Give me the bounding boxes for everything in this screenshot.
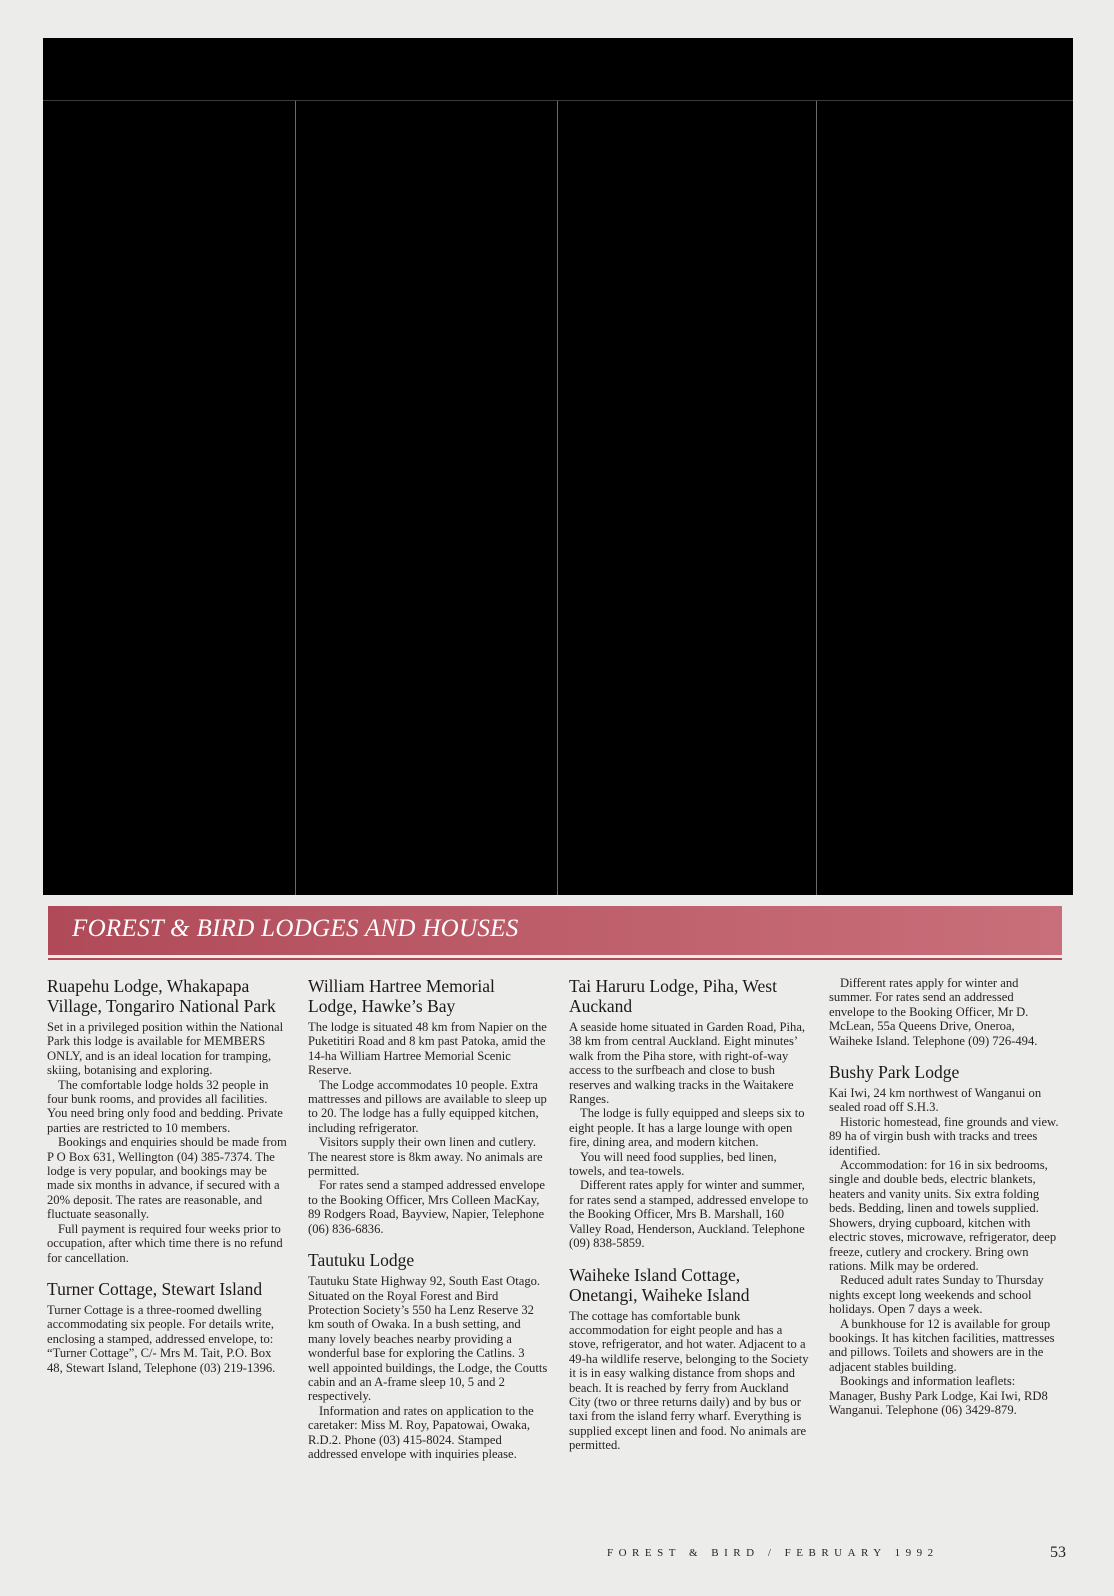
photo-area <box>43 38 1073 895</box>
lodge-entry-bushy-park <box>829 1062 1061 1417</box>
publication-footer: FOREST & BIRD / FEBRUARY 1992 <box>607 1547 939 1559</box>
lodge-title: Tai Haruru Lodge, Piha, West Auckand <box>569 976 777 1016</box>
lodge-paragraph: Set in a privileged position within the National Park this lodge is available for MEMBERS ONLY, and is an ideal location for tramping, skiing, botanising and exploring. <box>47 1020 284 1078</box>
lodge-paragraph: Visitors supply their own linen and cutlery. The nearest store is 8km away. No animals are permitted. <box>308 1135 543 1179</box>
text-column-2 <box>308 976 548 1475</box>
lodge-title: Turner Cottage, Stewart Island <box>47 1278 263 1299</box>
text-column-4 <box>829 976 1061 1431</box>
text-column-1 <box>47 976 287 1389</box>
photo-divider <box>295 101 296 895</box>
page-number: 53 <box>1050 1544 1066 1561</box>
lodge-entry-waiheke <box>569 1265 809 1453</box>
lodge-paragraph: Turner Cottage is a three-roomed dwelling accommodating six people. For details write, enclosing a stamped, addressed envelope, to: “Turner Cottage”, C/- Mrs M. Tait, P.O. Box 48, Stewart Island, Telephone (03) 219-1396. <box>47 1302 276 1375</box>
lodge-title: Tautuku Lodge <box>308 1250 415 1271</box>
lodge-title: Bushy Park Lodge <box>829 1062 960 1083</box>
lodge-paragraph: Bookings and information leaflets: Manager, Bushy Park Lodge, Kai Iwi, RD8 Wanganui. Telephone (06) 3429-879. <box>829 1374 1048 1417</box>
lodge-paragraph: Bookings and enquiries should be made from P O Box 631, Wellington (04) 385-7374. The lodge is very popular, and bookings may be made six months in advance, if secured with a 20% deposit. The rates are reasonable, and fluctuate seasonally. <box>47 1135 287 1222</box>
photo-top-rule <box>43 100 1073 101</box>
lodge-paragraph: Accommodation: for 16 in six bedrooms, single and double beds, electric blankets, heaters and vanity units. Six extra folding beds. Bedding, linen and towels supplied. Showers, drying cupboard, kitchen with electric stoves, microwave, refrigerator, deep freeze, cutlery and crockery. Bring own rations. Milk may be ordered. <box>829 1158 1057 1273</box>
lodge-title: Ruapehu Lodge, Whakapapa Village, Tongariro National Park <box>47 976 276 1016</box>
lodge-paragraph: The comfortable lodge holds 32 people in four bunk rooms, and provides all facilities. You need bring only food and bedding. Private parties are restricted to 10 members. <box>47 1077 283 1135</box>
section-title: FOREST & BIRD LODGES AND HOUSES <box>72 915 519 942</box>
lodge-paragraph: The lodge is fully equipped and sleeps six to eight people. It has a large lounge with open fire, dining area, and modern kitchen. <box>569 1106 805 1150</box>
lodge-title: William Hartree Memorial Lodge, Hawke’s Bay <box>308 976 495 1016</box>
lodge-paragraph: A seaside home situated in Garden Road, Piha, 38 km from central Auckland. Eight minutes’ walk from the Piha store, with right-of-way access to the surfbeach and close to bush reserves and walking tracks in the Waitakere Ranges. <box>569 1020 806 1107</box>
lodge-paragraph: Reduced adult rates Sunday to Thursday nights except long weekends and school holidays. Open 7 days a week. <box>829 1273 1044 1317</box>
lodge-entry-ruapehu <box>47 976 287 1265</box>
lodge-paragraph: Different rates apply for winter and summer. For rates send an addressed envelope to the Booking Officer, Mr D. McLean, 55a Queens Drive, Oneroa, Waiheke Island. Telephone (09) 726-494. <box>829 976 1038 1048</box>
lodge-paragraph: For rates send a stamped addressed envelope to the Booking Officer, Mrs Colleen MacKay, 89 Rodgers Road, Bayview, Napier, Telephone (06) 836-6836. <box>308 1178 545 1236</box>
lodge-title: Waiheke Island Cottage, Onetangi, Waiheke Island <box>569 1264 750 1305</box>
lodge-entry-waiheke-continued <box>829 976 1061 1048</box>
lodge-entry-tautuku <box>308 1250 548 1461</box>
lodge-entry-william-hartree <box>308 976 548 1236</box>
lodge-paragraph: A bunkhouse for 12 is available for group bookings. It has kitchen facilities, mattresses and pillows. Toilets and showers are in the adjacent stables building. <box>829 1316 1055 1374</box>
lodge-paragraph: Historic homestead, fine grounds and view. 89 ha of virgin bush with tracks and trees identified. <box>829 1114 1059 1158</box>
lodge-paragraph: The Lodge accommodates 10 people. Extra mattresses and pillows are available to sleep up to 20. The lodge has a fully equipped kitchen, including refrigerator. <box>308 1077 547 1135</box>
lodge-paragraph: You will need food supplies, bed linen, towels, and tea-towels. <box>569 1149 777 1179</box>
lodge-paragraph: Tautuku State Highway 92, South East Otago. Situated on the Royal Forest and Bird Protection Society’s 550 ha Lenz Reserve 32 km south of Owaka. In a bush setting, and many lovely beaches nearby providing a wonderful base for exploring the Catlins. 3 well appointed buildings, the Lodge, the Coutts cabin and an A-frame sleep 10, 5 and 2 respectively. <box>308 1274 548 1404</box>
text-column-3 <box>569 976 809 1467</box>
photo-divider <box>816 101 817 895</box>
lodge-paragraph: Information and rates on application to the caretaker: Miss M. Roy, Papatowai, Owaka, R.D.2. Phone (03) 415-8024. Stamped addressed envelope with inquiries please. <box>308 1403 534 1461</box>
lodge-entry-tai-haruru <box>569 976 809 1251</box>
lodge-entry-turner-cottage <box>47 1279 287 1375</box>
lodge-paragraph: Full payment is required four weeks prior to occupation, after which time there is no refund for cancellation. <box>47 1221 283 1265</box>
section-banner <box>48 906 1062 955</box>
photo-divider <box>557 101 558 895</box>
lodge-paragraph: The cottage has comfortable bunk accommodation for eight people and has a stove, refrigerator, and hot water. Adjacent to a 49-ha wildlife reserve, belonging to the Society it is in easy walking distance from shops and beach. It is reached by ferry from Auckland City (two or three returns daily) and by bus or taxi from the island ferry wharf. Everything is supplied except linen and food. No animals are permitted. <box>569 1308 809 1453</box>
lodge-paragraph: Kai Iwi, 24 km northwest of Wanganui on sealed road off S.H.3. <box>829 1086 1042 1115</box>
banner-rule <box>48 958 1062 960</box>
lodge-paragraph: Different rates apply for winter and summer, for rates send a stamped, addressed envelope to the Booking Officer, Mrs B. Marshall, 160 Valley Road, Henderson, Auckland. Telephone (09) 838-5859. <box>569 1178 809 1251</box>
lodge-paragraph: The lodge is situated 48 km from Napier on the Puketitiri Road and 8 km past Patoka, amid the 14-ha William Hartree Memorial Scenic Reserve. <box>308 1020 547 1078</box>
